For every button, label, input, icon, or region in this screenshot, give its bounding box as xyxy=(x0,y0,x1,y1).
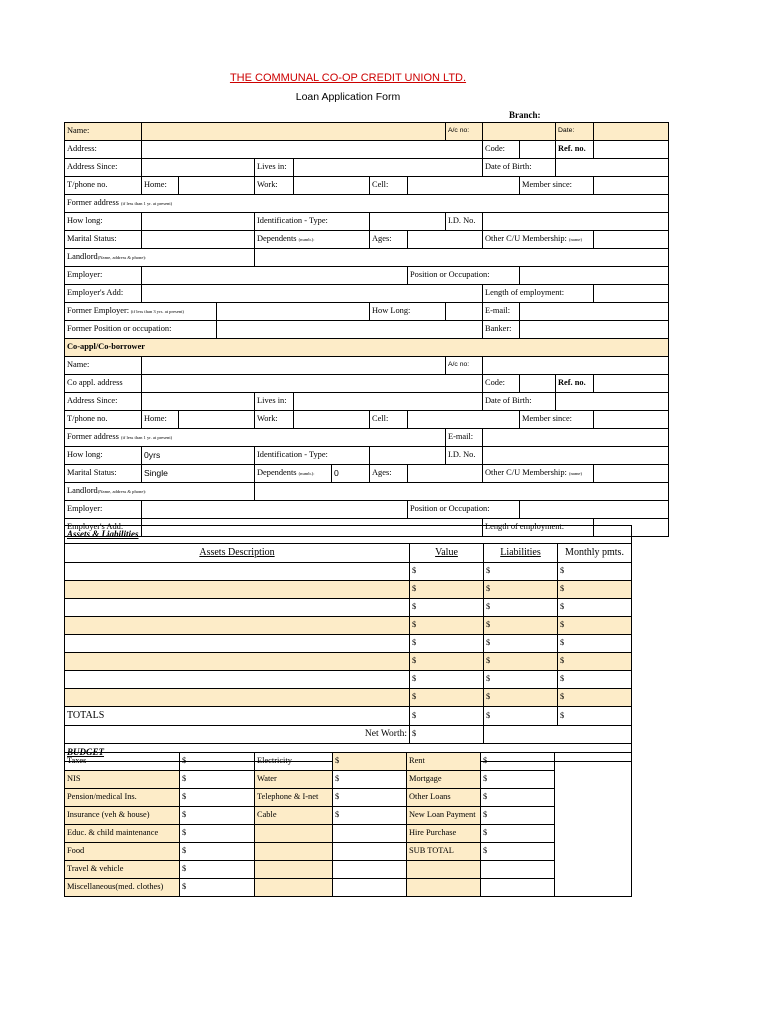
address-label: Address: xyxy=(65,141,142,159)
co-employer-label: Employer: xyxy=(65,501,142,519)
co-other-cu-note: (name) xyxy=(568,471,582,477)
assets-col-monthly: Monthly pmts. xyxy=(558,544,632,563)
asset-liab-field[interactable]: $ xyxy=(484,617,558,635)
form-title: Loan Application Form xyxy=(295,91,401,103)
address-since-label: Address Since: xyxy=(65,159,142,177)
budget-label: Insurance (veh & house) xyxy=(65,807,180,825)
co-landlord-field[interactable] xyxy=(255,483,669,501)
asset-value-field[interactable]: $ xyxy=(410,635,484,653)
budget-empty xyxy=(333,879,407,897)
budget-amount-field[interactable]: $ xyxy=(180,789,255,807)
co-position-label: Position or Occupation: xyxy=(408,501,520,519)
co-id-no-label: I.D. No. xyxy=(446,447,483,465)
other-cu-field[interactable] xyxy=(594,231,669,249)
marital-label: Marital Status: xyxy=(65,231,142,249)
asset-liab-field[interactable]: $ xyxy=(484,599,558,617)
how-long2-label: How Long: xyxy=(370,303,446,321)
branch-label: Branch: xyxy=(509,110,541,120)
length-emp-field[interactable] xyxy=(594,285,669,303)
co-code-field[interactable] xyxy=(520,375,556,393)
budget-amount-field[interactable]: $ xyxy=(481,825,555,843)
how-long-field[interactable] xyxy=(142,213,255,231)
other-cu-label xyxy=(483,231,594,249)
email-label: E-mail: xyxy=(483,303,520,321)
former-position-label: Former Position or occupation: xyxy=(65,321,217,339)
co-member-since-field[interactable] xyxy=(594,411,669,429)
budget-empty xyxy=(407,861,481,879)
co-other-cu-label xyxy=(483,465,594,483)
budget-empty xyxy=(481,861,555,879)
co-length-emp-label: Length of employment: xyxy=(483,519,594,537)
home-label: Home: xyxy=(142,177,179,195)
co-former-address-note: (if less than 1 yr. at present) xyxy=(120,435,173,441)
id-type-field[interactable] xyxy=(370,213,446,231)
asset-liab-field[interactable]: $ xyxy=(484,671,558,689)
budget-empty xyxy=(481,879,555,897)
asset-monthly-field[interactable]: $ xyxy=(558,599,632,617)
email-field[interactable] xyxy=(520,303,669,321)
asset-monthly-field[interactable]: $ xyxy=(558,563,632,581)
co-cell-field[interactable] xyxy=(408,411,520,429)
employer-add-label: Employer's Add: xyxy=(65,285,142,303)
assets-section-title: Assets & Liabilities xyxy=(65,526,632,544)
asset-value-field[interactable]: $ xyxy=(410,581,484,599)
member-since-field[interactable] xyxy=(594,177,669,195)
co-ref-no-label: Ref. no. xyxy=(556,375,594,393)
assets-col-desc: Assets Description xyxy=(65,544,410,563)
co-other-cu-text: Other C/U Membership: xyxy=(485,468,567,478)
how-long2-field[interactable] xyxy=(446,303,483,321)
co-address-label: Co appl. address xyxy=(65,375,142,393)
co-email-label: E-mail: xyxy=(446,429,483,447)
budget-empty xyxy=(333,861,407,879)
co-dependents-text: Dependents xyxy=(257,468,297,478)
asset-desc-field[interactable] xyxy=(65,581,410,599)
asset-desc-field[interactable] xyxy=(65,689,410,707)
work-field[interactable] xyxy=(294,177,370,195)
co-email-field[interactable] xyxy=(483,429,669,447)
lives-in-label: Lives in: xyxy=(255,159,294,177)
code-field[interactable] xyxy=(520,141,556,159)
budget-amount-field[interactable]: $ xyxy=(333,753,407,771)
budget-label: Taxes xyxy=(65,753,180,771)
co-how-long-label: How long: xyxy=(65,447,142,465)
budget-empty xyxy=(407,879,481,897)
co-former-address-row[interactable] xyxy=(65,429,446,447)
asset-desc-field[interactable] xyxy=(65,617,410,635)
budget-table xyxy=(64,752,632,897)
budget-label: Food xyxy=(65,843,180,861)
co-ages-label: Ages: xyxy=(370,465,408,483)
other-cu-text: Other C/U Membership: xyxy=(485,234,567,244)
budget-amount-field[interactable]: $ xyxy=(481,807,555,825)
landlord-field[interactable] xyxy=(255,249,669,267)
budget-amount-field[interactable]: $ xyxy=(180,861,255,879)
budget-label: Telephone & I-net xyxy=(255,789,333,807)
dependents-note: (numb.): xyxy=(298,237,315,243)
co-other-cu-field[interactable] xyxy=(594,465,669,483)
co-marital-label: Marital Status: xyxy=(65,465,142,483)
asset-liab-field[interactable]: $ xyxy=(484,653,558,671)
co-dob-field[interactable] xyxy=(556,393,669,411)
length-emp-label: Length of employment: xyxy=(483,285,594,303)
member-since-label: Member since: xyxy=(520,177,594,195)
co-dependents-label xyxy=(255,465,332,483)
budget-label: Educ. & child maintenance xyxy=(65,825,180,843)
budget-empty xyxy=(255,843,333,861)
co-work-field[interactable] xyxy=(294,411,370,429)
asset-monthly-field[interactable]: $ xyxy=(558,617,632,635)
asset-monthly-field[interactable]: $ xyxy=(558,581,632,599)
asset-desc-field[interactable] xyxy=(65,635,410,653)
id-no-field[interactable] xyxy=(483,213,669,231)
landlord-note: (Name, address & phone): xyxy=(97,255,147,261)
asset-desc-field[interactable] xyxy=(65,671,410,689)
ac-no-label: A/c no: xyxy=(446,123,483,141)
home-field[interactable] xyxy=(179,177,255,195)
marital-field[interactable] xyxy=(142,231,255,249)
co-tphone-label: T/phone no. xyxy=(65,411,142,429)
co-address-since-field[interactable] xyxy=(142,393,255,411)
budget-label: Electricity xyxy=(255,753,333,771)
cell-field[interactable] xyxy=(408,177,520,195)
co-name-field[interactable] xyxy=(142,357,446,375)
budget-empty xyxy=(255,825,333,843)
ref-no-field[interactable] xyxy=(594,141,669,159)
budget-amount-field[interactable]: $ xyxy=(180,825,255,843)
budget-amount-field[interactable]: $ xyxy=(180,879,255,897)
co-landlord-note: (Name, address & phone): xyxy=(97,489,147,495)
co-landlord-text: Landlord xyxy=(67,486,98,496)
date-field[interactable] xyxy=(594,123,669,141)
landlord-label xyxy=(65,249,255,267)
assets-table xyxy=(64,525,632,762)
budget-empty xyxy=(333,843,407,861)
asset-liab-field[interactable]: $ xyxy=(484,581,558,599)
co-home-field[interactable] xyxy=(179,411,255,429)
totals-label: TOTALS xyxy=(65,707,410,726)
budget-amount-field[interactable]: $ xyxy=(333,789,407,807)
co-id-no-field[interactable] xyxy=(483,447,669,465)
totals-value-field[interactable]: $ xyxy=(410,707,484,726)
address-field[interactable] xyxy=(142,141,483,159)
budget-blank xyxy=(555,753,632,897)
former-position-field[interactable] xyxy=(217,321,483,339)
budget-amount-field[interactable]: $ xyxy=(180,807,255,825)
net-worth-blank xyxy=(484,726,632,744)
subtotal-field[interactable]: $ xyxy=(481,843,555,861)
co-cell-label: Cell: xyxy=(370,411,408,429)
budget-amount-field[interactable]: $ xyxy=(180,771,255,789)
co-address-since-label: Address Since: xyxy=(65,393,142,411)
asset-desc-field[interactable] xyxy=(65,563,410,581)
banker-label: Banker: xyxy=(483,321,520,339)
budget-label: Miscellaneous(med. clothes) xyxy=(65,879,180,897)
budget-label: Pension/medical Ins. xyxy=(65,789,180,807)
asset-value-field[interactable]: $ xyxy=(410,671,484,689)
budget-section-title: BUDGET xyxy=(65,744,632,762)
co-address-field[interactable] xyxy=(142,375,483,393)
budget-label: Mortgage xyxy=(407,771,481,789)
asset-monthly-field[interactable]: $ xyxy=(558,671,632,689)
asset-liab-field[interactable]: $ xyxy=(484,689,558,707)
ages-label: Ages: xyxy=(370,231,408,249)
dependents-text: Dependents xyxy=(257,234,297,244)
budget-label: Travel & vehicle xyxy=(65,861,180,879)
how-long-label: How long: xyxy=(65,213,142,231)
code-label: Code: xyxy=(483,141,520,159)
coborrower-section-title: Co-appl/Co-borrower xyxy=(65,339,669,357)
employer-label: Employer: xyxy=(65,267,142,285)
budget-label: Cable xyxy=(255,807,333,825)
budget-amount-field[interactable]: $ xyxy=(333,807,407,825)
asset-liab-field[interactable]: $ xyxy=(484,635,558,653)
former-employer-field[interactable] xyxy=(217,303,370,321)
ac-no-field[interactable] xyxy=(483,123,556,141)
employer-field[interactable] xyxy=(142,267,408,285)
assets-col-value: Value xyxy=(410,544,484,563)
co-position-field[interactable] xyxy=(520,501,669,519)
co-lives-in-label: Lives in: xyxy=(255,393,294,411)
co-lives-in-field[interactable] xyxy=(294,393,483,411)
ref-no-label: Ref. no. xyxy=(556,141,594,159)
assets-col-liab: Liabilities xyxy=(484,544,558,563)
name-field[interactable] xyxy=(142,123,446,141)
former-address-label: Former address xyxy=(67,198,119,208)
asset-value-field[interactable]: $ xyxy=(410,653,484,671)
budget-amount-field[interactable]: $ xyxy=(180,843,255,861)
applicant-table xyxy=(64,122,669,537)
work-label: Work: xyxy=(255,177,294,195)
org-name: THE COMMUNAL CO-OP CREDIT UNION LTD. xyxy=(229,72,467,84)
landlord-text: Landlord xyxy=(67,252,98,262)
co-ref-no-field[interactable] xyxy=(594,375,669,393)
budget-amount-field[interactable]: $ xyxy=(180,753,255,771)
co-employer-field[interactable] xyxy=(142,501,408,519)
budget-label: Hire Purchase xyxy=(407,825,481,843)
former-employer-note: (if less than 3 yrs. at present) xyxy=(130,309,184,315)
co-dependents-note: (numb.): xyxy=(298,471,315,477)
position-label: Position or Occupation: xyxy=(408,267,520,285)
date-label: Date: xyxy=(556,123,594,141)
co-ac-no-label: A/c no: xyxy=(446,357,483,375)
budget-amount-field[interactable]: $ xyxy=(481,789,555,807)
dependents-label xyxy=(255,231,370,249)
co-ages-field[interactable] xyxy=(408,465,483,483)
asset-liab-field[interactable]: $ xyxy=(484,563,558,581)
budget-empty xyxy=(255,879,333,897)
co-dependents-field[interactable]: 0 xyxy=(332,465,370,483)
asset-value-field[interactable]: $ xyxy=(410,617,484,635)
co-employer-add-label: Employer's Add: xyxy=(65,519,142,537)
totals-monthly-field[interactable]: $ xyxy=(558,707,632,726)
subtotal-label: SUB TOTAL xyxy=(407,843,481,861)
asset-monthly-field[interactable]: $ xyxy=(558,653,632,671)
net-worth-label: Net Worth: xyxy=(65,726,410,744)
budget-label: NIS xyxy=(65,771,180,789)
address-since-field[interactable] xyxy=(142,159,255,177)
budget-empty xyxy=(255,861,333,879)
asset-monthly-field[interactable]: $ xyxy=(558,635,632,653)
co-ac-no-field[interactable] xyxy=(483,357,669,375)
position-field[interactable] xyxy=(520,267,669,285)
tphone-label: T/phone no. xyxy=(65,177,142,195)
totals-liab-field[interactable]: $ xyxy=(484,707,558,726)
budget-label: Rent xyxy=(407,753,481,771)
other-cu-note: (name) xyxy=(568,237,582,243)
co-how-long-field[interactable]: 0yrs xyxy=(142,447,255,465)
cell-label: Cell: xyxy=(370,177,408,195)
budget-empty xyxy=(333,825,407,843)
ages-field[interactable] xyxy=(408,231,483,249)
id-type-label: Identification - Type: xyxy=(255,213,370,231)
co-name-label: Name: xyxy=(65,357,142,375)
employer-add-field[interactable] xyxy=(142,285,483,303)
dob-field[interactable] xyxy=(556,159,669,177)
co-id-type-field[interactable] xyxy=(370,447,446,465)
name-label: Name: xyxy=(65,123,142,141)
co-id-type-label: Identification - Type: xyxy=(255,447,370,465)
co-dob-label: Date of Birth: xyxy=(483,393,556,411)
co-marital-field[interactable]: Single xyxy=(142,465,255,483)
co-member-since-label: Member since: xyxy=(520,411,594,429)
banker-field[interactable] xyxy=(520,321,669,339)
former-address-note: (if less than 1 yr. at present) xyxy=(120,201,173,207)
net-worth-field[interactable]: $ xyxy=(410,726,484,744)
budget-label: Other Loans xyxy=(407,789,481,807)
budget-amount-field[interactable]: $ xyxy=(333,771,407,789)
asset-value-field[interactable]: $ xyxy=(410,689,484,707)
former-employer-label xyxy=(65,303,217,321)
co-landlord-label xyxy=(65,483,255,501)
co-home-label: Home: xyxy=(142,411,179,429)
asset-monthly-field[interactable]: $ xyxy=(558,689,632,707)
id-no-label: I.D. No. xyxy=(446,213,483,231)
budget-amount-field[interactable]: $ xyxy=(481,771,555,789)
dob-label: Date of Birth: xyxy=(483,159,556,177)
asset-desc-field[interactable] xyxy=(65,599,410,617)
co-work-label: Work: xyxy=(255,411,294,429)
co-former-address-label: Former address xyxy=(67,432,119,442)
asset-value-field[interactable]: $ xyxy=(410,563,484,581)
asset-desc-field[interactable] xyxy=(65,653,410,671)
budget-amount-field[interactable]: $ xyxy=(481,753,555,771)
asset-value-field[interactable]: $ xyxy=(410,599,484,617)
former-employer-text: Former Employer: xyxy=(67,306,130,316)
budget-label: New Loan Payment xyxy=(407,807,481,825)
co-code-label: Code: xyxy=(483,375,520,393)
lives-in-field[interactable] xyxy=(294,159,483,177)
former-address-row[interactable] xyxy=(65,195,669,213)
budget-label: Water xyxy=(255,771,333,789)
